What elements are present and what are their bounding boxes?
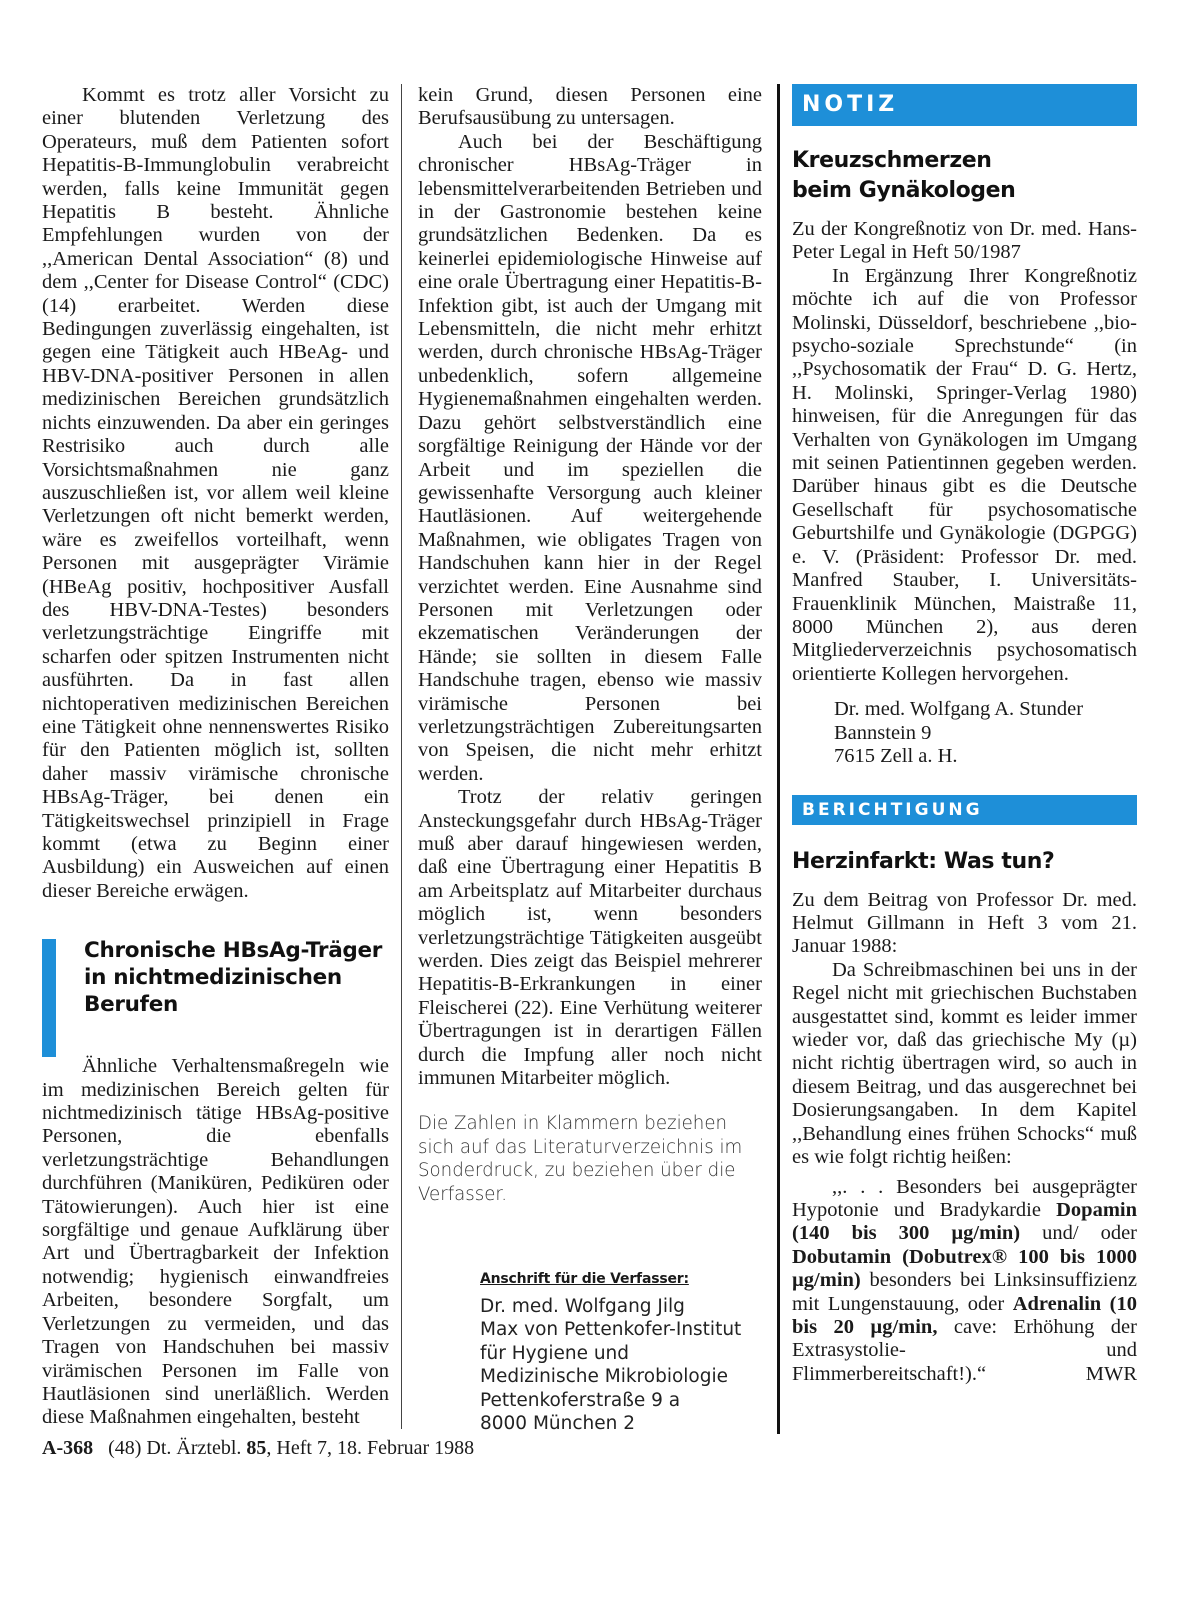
section-subheading — [42, 933, 389, 1045]
footer-volume: 85 — [246, 1437, 267, 1459]
notiz-intro: Zu der Kongreßnotiz von Dr. med. Hans-Peter Legal in Heft 50/1987 — [792, 218, 1137, 264]
berichtigung-intro: Zu dem Beitrag von Professor Dr. med. Helmut Gillmann in Heft 3 vom 21. Januar 1988: — [792, 888, 1137, 958]
dosage-adrenalin: Adrenalin (10 bis 20 µg/min, — [792, 1292, 1137, 1338]
body-paragraph: Kommt es trotz aller Vorsicht zu einer blutenden Verletzung des Operateurs, muß dem Patienten sofort Hepatitis-B-Immunglobulin verabreicht werden, falls keine Immunität gegen Hepatitis B besteht. Ähnliche Empfehlungen wurden von der ,,American Dental Association“ (8) und dem ,,Center for Disease Control“ (CDC) (14) erarbeitet. Werden diese Bedingungen zuverlässig eingehalten, ist gegen eine Tätigkeit auch HBeAg- und HBV-DNA-positiver Personen in allen medizinischen Bereichen grundsätzlich nichts einzuwenden. Da aber ein geringes Restrisiko auch durch alle Vorsichtsmaßnahmen nie ganz auszuschließen ist, vor allem weil kleine Verletzungen oft nicht bemerkt werden, wäre es zweifellos vorteilhaft, wenn Personen mit ausgeprägter Virämie (HBeAg positiv, hochpositiver Ausfall des HBV-DNA-Testes) besonders verletzungsträchtige Eingriffe mit scharfen oder spitzen Instrumenten nicht ausführten. Da in fast allen nichtoperativen medizinischen Bereichen eine Tätigkeit ohne nennenswertes Risiko für den Patienten möglich ist, sollten daher massiv virämische chronische HBsAg-Träger, bei denen ein Tätigkeitswechsel prinzipiell in Frage kommt (etwa zu Beginn einer Ausbildung) ein Ausweichen auf einen dieser Bereiche erwägen. — [42, 84, 389, 902]
address-line: für Hygiene und — [480, 1342, 630, 1364]
body-paragraph: Trotz der relativ geringen Ansteckungsgefahr durch HBsAg-Träger muß aber darauf hingewiesen werden, daß eine Übertragung einer Hepatitis B am Arbeitsplatz auf Mitarbeiter durchaus möglich ist, wenn besonders verletzungsträchtige Tätigkeiten ausgeübt werden. Dies zeigt das Beispiel mehrerer Hepatitis-B-Erkrankungen in einer Fleischerei (22). Eine Verhütung weiterer Übertragungen ist in derartigen Fällen durch die Impfung aller noch nicht immunen Mitarbeiter möglich. — [418, 786, 762, 1090]
quote-text: besonders bei Linksinsuffizienz mit Lungenstauung, oder — [792, 1269, 1137, 1315]
page-footer — [42, 1437, 474, 1460]
author-address — [480, 1268, 762, 1435]
accent-bar — [42, 939, 56, 1057]
signature-line: 7615 Zell a. H. — [834, 745, 958, 768]
page-number: A-368 — [42, 1437, 94, 1459]
body-paragraph: Ähnliche Verhaltensmaßregeln wie im medizinischen Bereich gelten für nichtmedizinisch tätige HBsAg-positive Personen, die ebenfalls verletzungsträchtige Behandlungen durchführen (Maniküren, Pediküren oder Tätowierungen). Auch hier ist eine sorgfältige und genaue Aufklärung über Art und Übertragbarkeit der Infektion notwendig; hygienisch einwandfreies Arbeiten, besondere Sorgfalt, um Verletzungen zu vermeiden, und das Tragen von Handschuhen bei massiv virämischen Personen im Falle von Hautläsionen sind unerläßlich. Werden diese Maßnahmen eingehalten, besteht — [42, 1055, 389, 1429]
left-column — [42, 84, 389, 1430]
address-line: 8000 München 2 — [480, 1413, 636, 1435]
address-line: Dr. med. Wolfgang Jilg — [480, 1295, 685, 1317]
reference-note: Die Zahlen in Klammern beziehen sich auf das Literaturverzeichnis im Sonderdruck, zu beziehen über die Verfasser. — [418, 1113, 743, 1205]
column-divider — [401, 84, 402, 1429]
subheading-text: Chronische HBsAg-Träger in nichtmedizinischen Berufen — [84, 938, 383, 1018]
column-divider-thick — [777, 84, 780, 1434]
body-paragraph: Auch bei der Beschäftigung chronischer HBsAg-Träger in lebensmittelverarbeitenden Betrieben und in der Gastronomie bestehen keine grundsätzlichen Bedenken. Da es keinerlei epidemiologische Hinweise auf eine orale Übertragung einer Hepatitis-B-Infektion gibt, ist auch der Umgang mit Lebensmitteln, die nicht mehr erhitzt werden, durch chronische HBsAg-Träger unbedenklich, sofern allgemeine Hygienemaßnahmen eingehalten werden. Dazu gehört selbstverständlich eine sorgfältige Reinigung der Hände vor der Arbeit und im speziellen die gewissenhafte Versorgung auch kleiner Hautläsionen. Auf weitergehende Maßnahmen, wie obligates Tragen von Handschuhen kann hier in der Regel verzichtet werden. Eine Ausnahme sind Personen mit Verletzungen oder ekzematischen Veränderungen der Hände; sie sollten in diesem Falle Handschuhe tragen, ebenso wie massiv virämische Personen bei verletzungsträchtigen Zubereitungsarten von Speisen, die nicht mehr erhitzt werden. — [418, 130, 762, 785]
address-line: Max von Pettenkofer-Institut — [480, 1319, 742, 1341]
footer-issue: , Heft 7, 18. Februar 1988 — [266, 1437, 475, 1459]
signature-line: Dr. med. Wolfgang A. Stunder — [834, 698, 1084, 721]
notiz-band: NOTIZ — [792, 84, 1137, 126]
berichtigung-title: Herzinfarkt: Was tun? — [792, 848, 1055, 874]
address-line: Medizinische Mikrobiologie — [480, 1366, 728, 1388]
body-paragraph: kein Grund, diesen Personen eine Berufsausübung zu untersagen. — [418, 84, 762, 130]
berichtigung-body: Da Schreibmaschinen bei uns in der Regel nicht mit griechischen Buchstaben ausgestattet sind, kommt es leider immer wieder vor, daß das griechische My (µ) nicht richtig übertragen wird, so auch in diesem Beitrag, und das ausgerechnet bei Dosierungsangaben. In dem Kapitel ,,Behandlung eines frühen Schocks“ muß es wie folgt richtig heißen: — [792, 958, 1137, 1169]
middle-column — [418, 84, 762, 1436]
initials: MWR — [1085, 1362, 1137, 1385]
dosage-dopamin: Dopamin (140 bis 300 µg/min) — [792, 1198, 1137, 1245]
address-line: Pettenkoferstraße 9 a — [480, 1389, 681, 1411]
footer-journal: (48) Dt. Ärztebl. — [108, 1437, 247, 1459]
notiz-title-line: Kreuzschmerzen — [792, 148, 992, 173]
quote-text: cave: Erhöhung der Extrasystolie- und Flimmerbereitschaft!).“ — [792, 1315, 1137, 1385]
signature-line: Bannstein 9 — [834, 721, 932, 744]
quote-text: ,,. . . Besonders bei ausgeprägter Hypotonie und Bradykardie — [792, 1175, 1137, 1221]
notiz-title-line: beim Gynäkologen — [792, 178, 1016, 203]
berichtigung-band: BERICHTIGUNG — [792, 795, 1137, 825]
notiz-title — [792, 146, 1137, 206]
right-column — [792, 84, 1137, 1386]
quote-text: und/ oder — [1020, 1222, 1137, 1245]
address-label: Anschrift für die Verfasser: — [480, 1271, 689, 1288]
notiz-body: In Ergänzung Ihrer Kongreßnotiz möchte ich auf die von Professor Molinski, Düsseldorf, beschriebene ,,bio-psycho-soziale Sprechstunde“ (in ,,Psychosomatik der Frau“ D. G. Hertz, H. Molinski, Springer-Verlag 1980) hinweisen, für die Anregungen für das Verhalten von Gynäkologen im Umgang mit seinen Patientinnen gegeben werden. Darüber hinaus gibt es die Deutsche Gesellschaft für psychosomatische Geburtshilfe und Gynäkologie (DGPGG) e. V. (Präsident: Professor Dr. med. Manfred Stauber, I. Universitäts-Frauenklinik München, Maistraße 11, 8000 München 2), aus deren Mitgliederverzeichnis psychosomatisch orientierte Kollegen hervorgehen. — [792, 264, 1137, 685]
dosage-dobutamin: Dobutamin (Dobutrex® 100 bis 1000 µg/min) — [792, 1245, 1137, 1292]
berichtigung-quote — [792, 1176, 1137, 1387]
notiz-signature — [792, 698, 1137, 769]
